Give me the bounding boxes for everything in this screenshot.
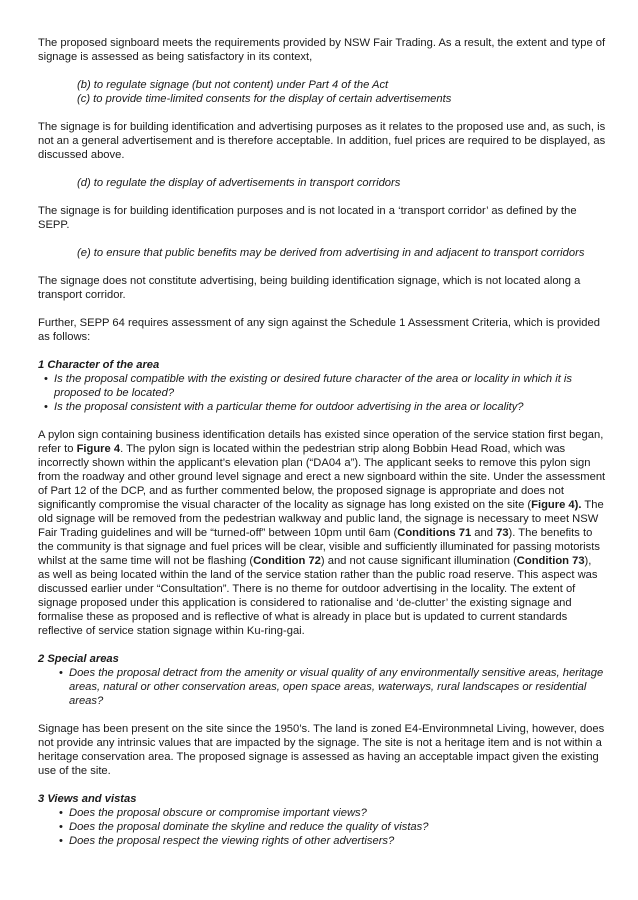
text-run: ). The benefits to the community is that signage and fuel prices will be clear, visible and sufficiently illuminated for passing motorists whilst at the same time will not be flashing ( [38,527,600,567]
condition-reference: Condition 73 [516,555,585,567]
section-special-areas [38,652,606,708]
criteria-list [38,806,606,848]
section-heading: 2 Special areas [38,653,119,665]
criteria-item [38,806,606,820]
criteria-item [38,372,606,400]
paragraph-not-advertising: The signage does not constitute advertising, being building identification signage, which is not located along a transport corridor. [38,275,581,301]
quote-item-c: (c) to provide time-limited consents for the display of certain advertisements [77,93,452,105]
section-character-of-area [38,358,606,414]
criteria-text: Does the proposal respect the viewing rights of other advertisers? [69,835,395,847]
paragraph-pylon-sign [38,428,606,638]
section-heading: 1 Character of the area [38,359,160,371]
figure-reference: Figure 4). [531,499,582,511]
quote-item-d: (d) to regulate the display of advertisements in transport corridors [77,177,401,189]
criteria-text: Is the proposal consistent with a particular theme for outdoor advertising in the area or locality? [54,401,524,413]
text-run: . The pylon sign is located within the pedestrian strip along Bobbin Head Road, which was incorrectly shown within the applicant’s elevation plan (“DA04 a”). The applicant seeks to remove this pylon sign from the roadway and other ground level signage and erect a new signboard within the site. Under the assessment of Part 12 of the DCP, and as further commented below, the proposed signage is appropriate and does not significantly compromise the visual character of the locality as signage has long existed on the site ( [38,443,606,511]
criteria-item [38,820,606,834]
condition-reference: Condition 72 [253,555,321,567]
figure-reference: Figure 4 [76,443,121,455]
bullet-icon: • [59,835,63,847]
paragraph-signboard-requirements: The proposed signboard meets the requirements provided by NSW Fair Trading. As a result, the extent and type of signage is assessed as being satisfactory in its context, [38,37,606,63]
condition-reference: 73 [496,527,509,539]
criteria-text: Does the proposal dominate the skyline and reduce the quality of vistas? [69,821,429,833]
paragraph-sepp64-assessment: Further, SEPP 64 requires assessment of any sign against the Schedule 1 Assessment Criteria, which is provided as follows: [38,317,600,343]
quote-block-d [38,176,606,190]
text-run: and [471,527,497,539]
paragraph-signage-history: Signage has been present on the site since the 1950’s. The land is zoned E4-Environmnetal Living, however, does not provide any intrinsic values that are impacted by the signage. The site is not a heritage item and is not within a heritage conservation area. The proposed signage is assessed as having an acceptable impact given the existing use of the site. [38,723,605,777]
text-run: The old signage will be removed from the pedestrian walkway and public land, the signage is necessary to meet NSW Fair Trading guidelines and will be “turned-off” between 10pm until 6am ( [38,499,604,539]
bullet-icon: • [59,807,63,819]
text-run: ), as well as being located within the land of the service station rather than the public road reserve. This aspect was discussed earlier under “Consultation”. There is no theme for outdoor advertising in the locality. The extent of signage proposed under this application is considered to rationalise and ‘de-clutter’ the existing signage and formalise these as proposed and is reflective of what is already in place but is updated to current standards reflective of service station signage within Ku-ring-gai. [38,555,598,637]
bullet-icon: • [59,821,63,833]
criteria-item [38,666,606,708]
condition-reference: Conditions 71 [397,527,472,539]
section-heading: 3 Views and vistas [38,793,137,805]
criteria-item [38,400,606,414]
text-run: A pylon sign containing business identification details has existed since operation of the service station first began, refer to [38,429,604,455]
section-views-and-vistas [38,792,606,848]
bullet-icon: • [44,373,48,385]
text-run: ) and not cause significant illumination ( [320,555,517,567]
criteria-item [38,834,606,848]
criteria-list [38,666,606,708]
quote-block-b-c [38,78,606,106]
document-page [38,36,606,862]
bullet-icon: • [59,667,63,679]
criteria-text: Is the proposal compatible with the existing or desired future character of the area or locality in which it is proposed to be located? [54,373,572,399]
criteria-text: Does the proposal obscure or compromise important views? [69,807,367,819]
criteria-text: Does the proposal detract from the amenity or visual quality of any environmentally sensitive areas, heritage areas, natural or other conservation areas, open space areas, waterways, rural landscapes or residential areas? [69,667,604,707]
paragraph-transport-corridor: The signage is for building identification purposes and is not located in a ‘transport corridor’ as defined by the SEPP. [38,205,577,231]
quote-item-b: (b) to regulate signage (but not content) under Part 4 of the Act [77,79,389,91]
quote-item-e: (e) to ensure that public benefits may be derived from advertising in and adjacent to transport corridors [77,247,585,259]
bullet-icon: • [44,401,48,413]
criteria-list [38,372,606,414]
paragraph-building-identification: The signage is for building identification and advertising purposes as it relates to the proposed use and, as such, is not an a general advertisement and is therefore acceptable. In addition, fuel prices are required to be displayed, as discussed above. [38,121,606,161]
